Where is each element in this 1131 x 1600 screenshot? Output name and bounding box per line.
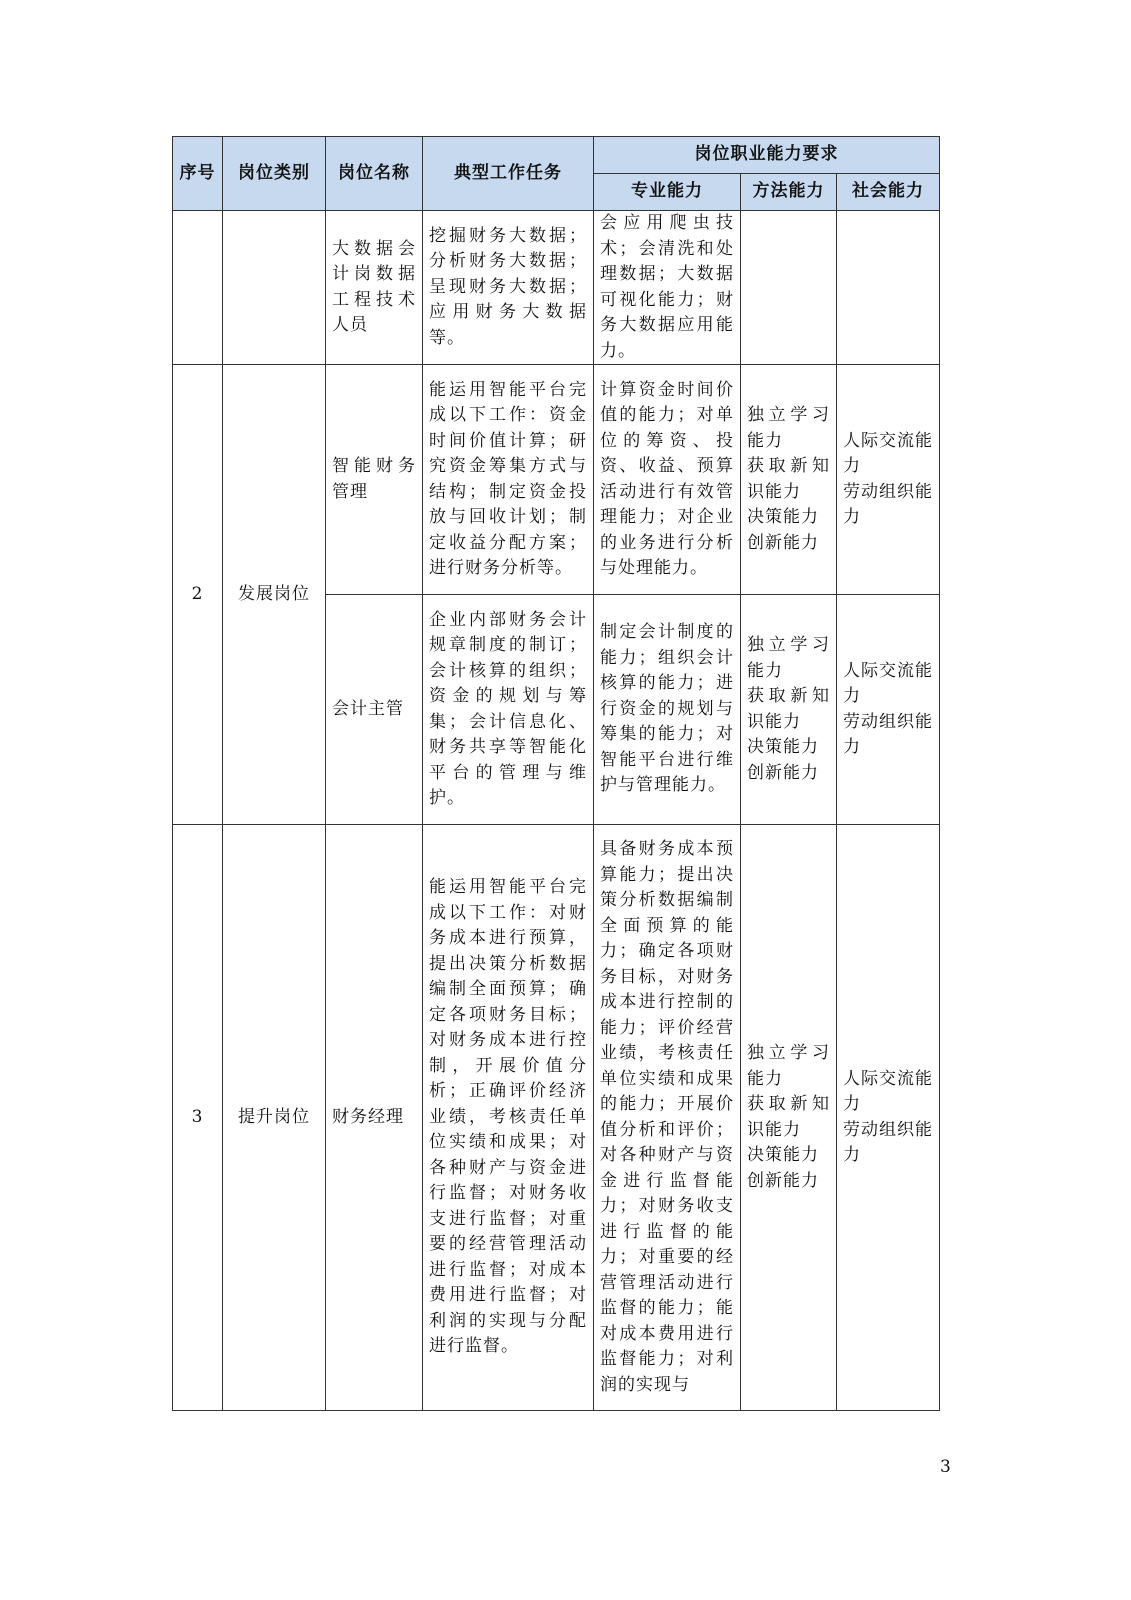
cell-social: 人际交流能力 劳动组织能力 — [837, 365, 940, 595]
table-row — [173, 365, 940, 595]
cell-method: 独立学习能力 获取新知识能力 决策能力 创新能力 — [741, 595, 837, 825]
cell-method — [741, 211, 837, 365]
table-row — [173, 825, 940, 1411]
header-professional: 专业能力 — [594, 174, 741, 211]
header-method: 方法能力 — [741, 174, 837, 211]
cell-social — [837, 211, 940, 365]
cell-professional: 制定会计制度的能力；组织会计核算的能力；进行资金的规划与筹集的能力；对智能平台进行维护与管理能力。 — [594, 595, 741, 825]
cell-category — [223, 211, 326, 365]
job-ability-table — [172, 136, 940, 1411]
cell-category: 发展岗位 — [223, 365, 326, 825]
cell-name: 大数据会计岗数据工程技术人员 — [326, 211, 423, 365]
cell-tasks: 能运用智能平台完成以下工作：对财务成本进行预算，提出决策分析数据编制全面预算；确定各项财务目标；对财务成本进行控制，开展价值分析；正确评价经济业绩，考核责任单位实绩和成果；对各种财产与资金进行监督；对财务收支进行监督；对重要的经营管理活动进行监督；对成本费用进行监督；对利润的实现与分配进行监督。 — [423, 825, 594, 1411]
cell-professional: 计算资金时间价值的能力；对单位的筹资、投资、收益、预算活动进行有效管理能力；对企业的业务进行分析与处理能力。 — [594, 365, 741, 595]
header-social: 社会能力 — [837, 174, 940, 211]
page-number: 3 — [940, 1457, 951, 1477]
cell-tasks: 挖掘财务大数据；分析财务大数据；呈现财务大数据；应用财务大数据等。 — [423, 211, 594, 365]
cell-tasks: 企业内部财务会计规章制度的制订；会计核算的组织；资金的规划与筹集；会计信息化、财务共享等智能化平台的管理与维护。 — [423, 595, 594, 825]
cell-name: 智能财务管理 — [326, 365, 423, 595]
cell-method: 独立学习能力 获取新知识能力 决策能力 创新能力 — [741, 365, 837, 595]
cell-method: 独立学习能力 获取新知识能力 决策能力 创新能力 — [741, 825, 837, 1411]
cell-name: 会计主管 — [326, 595, 423, 825]
header-ability-group: 岗位职业能力要求 — [594, 137, 940, 174]
header-name: 岗位名称 — [326, 137, 423, 211]
cell-professional: 具备财务成本预算能力；提出决策分析数据编制全面预算的能力；确定各项财务目标，对财务成本进行控制的能力；评价经营业绩，考核责任单位实绩和成果的能力；开展价值分析和评价；对各种财产与资金进行监督能力；对财务收支进行监督的能力；对重要的经营管理活动进行监督的能力；能对成本费用进行监督能力；对利润的实现与 — [594, 825, 741, 1411]
cell-tasks: 能运用智能平台完成以下工作：资金时间价值计算；研究资金筹集方式与结构；制定资金投放与回收计划；制定收益分配方案；进行财务分析等。 — [423, 365, 594, 595]
cell-social: 人际交流能力 劳动组织能力 — [837, 825, 940, 1411]
cell-name: 财务经理 — [326, 825, 423, 1411]
cell-professional: 会应用爬虫技术；会清洗和处理数据；大数据可视化能力；财务大数据应用能力。 — [594, 211, 741, 365]
cell-seq: 2 — [173, 365, 223, 825]
header-category: 岗位类别 — [223, 137, 326, 211]
cell-seq: 3 — [173, 825, 223, 1411]
table-row — [173, 211, 940, 365]
cell-category: 提升岗位 — [223, 825, 326, 1411]
header-tasks: 典型工作任务 — [423, 137, 594, 211]
cell-seq — [173, 211, 223, 365]
cell-social: 人际交流能力 劳动组织能力 — [837, 595, 940, 825]
header-seq: 序号 — [173, 137, 223, 211]
